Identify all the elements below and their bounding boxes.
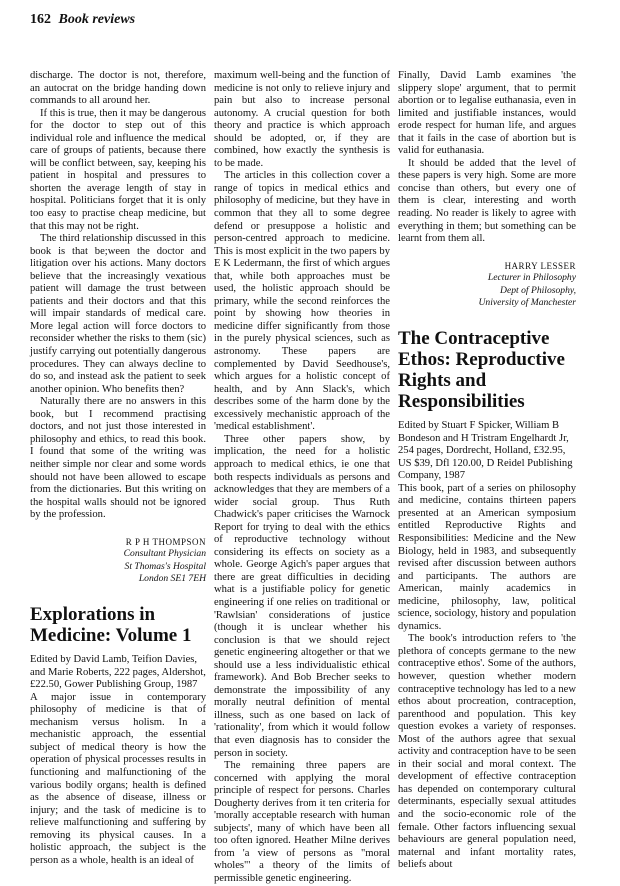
column-1	[30, 70, 206, 867]
paragraph: Finally, David Lamb examines 'the slippery slope' argument, that to permit abortion or to legalise euthanasia, even in limited and justifiable instances, would erode respect for human life, and argues that it fails in the case of abortion but is valid for euthanasia.	[398, 70, 576, 157]
reviewer-org: St Thomas's Hospital	[124, 560, 206, 572]
paragraph: discharge. The doctor is not, therefore, an autocrat on the bridge handing down commands to all around her.	[30, 70, 206, 107]
paragraph: The book's introduction refers to 'the plethora of concepts germane to the new contraceptive ethos'. Some of the authors, however, question whether modern contraceptive technology has led to a new ethos about procreation, contraception, parenthood and population. This key question evokes a variety of responses. Most of the authors agree that sexual activity and contraception have to be seen in their social and moral context. The development of effective contraception has depended on contemporary cultural determinants, especially sexual attitudes and the socio-economic role of the female. Other factors influencing sexual behaviours are general population need, maternal and infant mortality rates, beliefs about	[398, 633, 576, 871]
page-number: 162	[30, 12, 51, 27]
paragraph: The third relationship discussed in this book is that be;ween the doctor and litigation over his actions. Many doctors believe that the increasingly vexatious patient will damage the trust between patients and their doctors and that this will impair standards of medical care. More legal action will force doctors to reconsider whether the risks to them (sic) justify carrying out potentially dangerous procedures. They can always decline to do so, and instead ask the patient to seek another opinion. Who benefits then?	[30, 233, 206, 395]
reviewer-signature	[30, 536, 206, 586]
column-3	[398, 70, 576, 872]
reviewer-title: Consultant Physician	[123, 548, 206, 560]
section-title: Book reviews	[58, 12, 136, 27]
paragraph: If this is true, then it may be dangerous for the doctor to step out of this individual role and influence the medical care of groups of patients, because there will be conflict between, say, keeping his patient in hospital and pressures to shorten the average length of stay in hospital. Politicians forget that it is only too easy to practise cheap medicine, but that this may not be right.	[30, 107, 206, 232]
paragraph: It should be added that the level of these papers is very high. Some are more concise than others, but every one of them is clear, interesting and worth reading. No reader is likely to agree with everything in them; but something can be learnt from them all.	[398, 157, 576, 245]
column-2	[214, 70, 390, 886]
reviewer-name: HARRY LESSER	[504, 260, 576, 271]
paragraph: The remaining three papers are concerned with applying the moral principle of respect for persons. Charles Dougherty derives from it ten criteria for 'morally acceptable research with human subjects', many of which have been all too often ignored. Heather Milne derives from 'a view of persons as "moral wholes"' a theory of the limits of permissible genetic engineering.	[214, 760, 390, 884]
paragraph: This book, part of a series on philosophy and medicine, contains thirteen papers presented at an American symposium entitled Reproductive Rights and Responsibilities: Medicine and the New Biology, held in 1983, and subsequently revised after discussion between authors and participants. The authors are American, mainly academics in medicine, philosophy, law, political science, sociology, history and population dynamics.	[398, 482, 576, 632]
reviewer-name: R P H THOMPSON	[125, 536, 206, 547]
review-title: Explorations in Medicine: Volume 1	[30, 604, 192, 647]
reviewer-org: Dept of Philosophy,	[500, 284, 576, 296]
review-title: The Contraceptive Ethos: Reproductive Rights and Responsibilities	[398, 328, 565, 413]
paragraph: A major issue in contemporary philosophy of medicine is that of mechanism versus holism. In a mechanistic approach, the essential subject of medical theory is how the operation of physical processes results in functioning and malfunctioning of the various bodily organs; health is defined as the absence of disease, illness or injury; and the task of medicine is to relieve malfunctioning and suffering by removing its physical causes. In a holistic approach, the subject is the person as a whole, health is an ideal of	[30, 691, 206, 866]
reviewer-location: University of Manchester	[478, 297, 576, 309]
reviewer-location: London SE1 7EH	[138, 573, 206, 585]
page-header	[30, 12, 135, 28]
paragraph: Naturally there are no answers in this book, but I recommend practising doctors, and not just those interested in philosophy and ethics, to read this book. I found that some of the writing was neither simple nor clear and some words should not have been allowed to escape from the dictionaries. But this writing on the hospital walls should not be ignored by the profession.	[30, 396, 206, 521]
paragraph: maximum well-being and the function of medicine is not only to relieve injury and pain but also to increase personal autonomy. A crucial question for both theory and practice is which approach should be adopted, or, if they are combined, how exactly the synthesis is to be made.	[214, 70, 390, 169]
paragraph: The articles in this collection cover a range of topics in medical ethics and philosophy of medicine, but they have in common that they all to some degree defend or presuppose a holistic and person-centred approach to medicine. This is most explicit in the two papers by E K Ledermann, the first of which argues that, while both approaches must be used, the holistic approach should be primary, while the second reinforces the point by showing how theories in medicine differ significantly from those in the purely physical sciences, such as astronomy. These papers are complemented by David Seedhouse's, which argues for a holistic concept of health, and by Ann Slack's, which describes some of the harm done by the excessively mechanistic approach of the 'medical establishment'.	[214, 170, 390, 433]
paragraph: Three other papers show, by implication, the need for a holistic approach to medical ethics, ie one that both respects individuals as persons and acknowledges that they are members of a wider social group. Thus Ruth Chadwick's paper criticises the Warnock Report for trying to deal with the ethics of reproductive technology without considering its effects on society as a whole. George Agich's paper argues that there are great difficulties in deciding what is a justifiable policy for genetic engineering if one relies on traditional or 'Rawlsian' considerations of justice (though it is unclear whether his conclusion is that we should reject genetic engineering altogether or that we should use a less individualistic ethical framework). And Bob Brecher seeks to demonstrate the impossibility of any morally neutral definition of mental illness, such as one based on lack of 'rationality', from which it would follow that even diagnosis has to consider the person in society.	[214, 433, 390, 759]
review-biblio: Edited by Stuart F Spicker, William B Bondeson and H Tristram Engelhardt Jr, 254 pages, Dordrecht, Holland, £32.95, US $39, Dfl 120.00, D Reidel Publishing Company, 1987	[398, 420, 573, 482]
reviewer-signature	[398, 260, 576, 310]
reviewer-title: Lecturer in Philosophy	[487, 272, 576, 284]
review-biblio: Edited by David Lamb, Teifion Davies, and Marie Roberts, 222 pages, Aldershot, £22.50, Gower Publishing Group, 1987	[30, 654, 206, 691]
